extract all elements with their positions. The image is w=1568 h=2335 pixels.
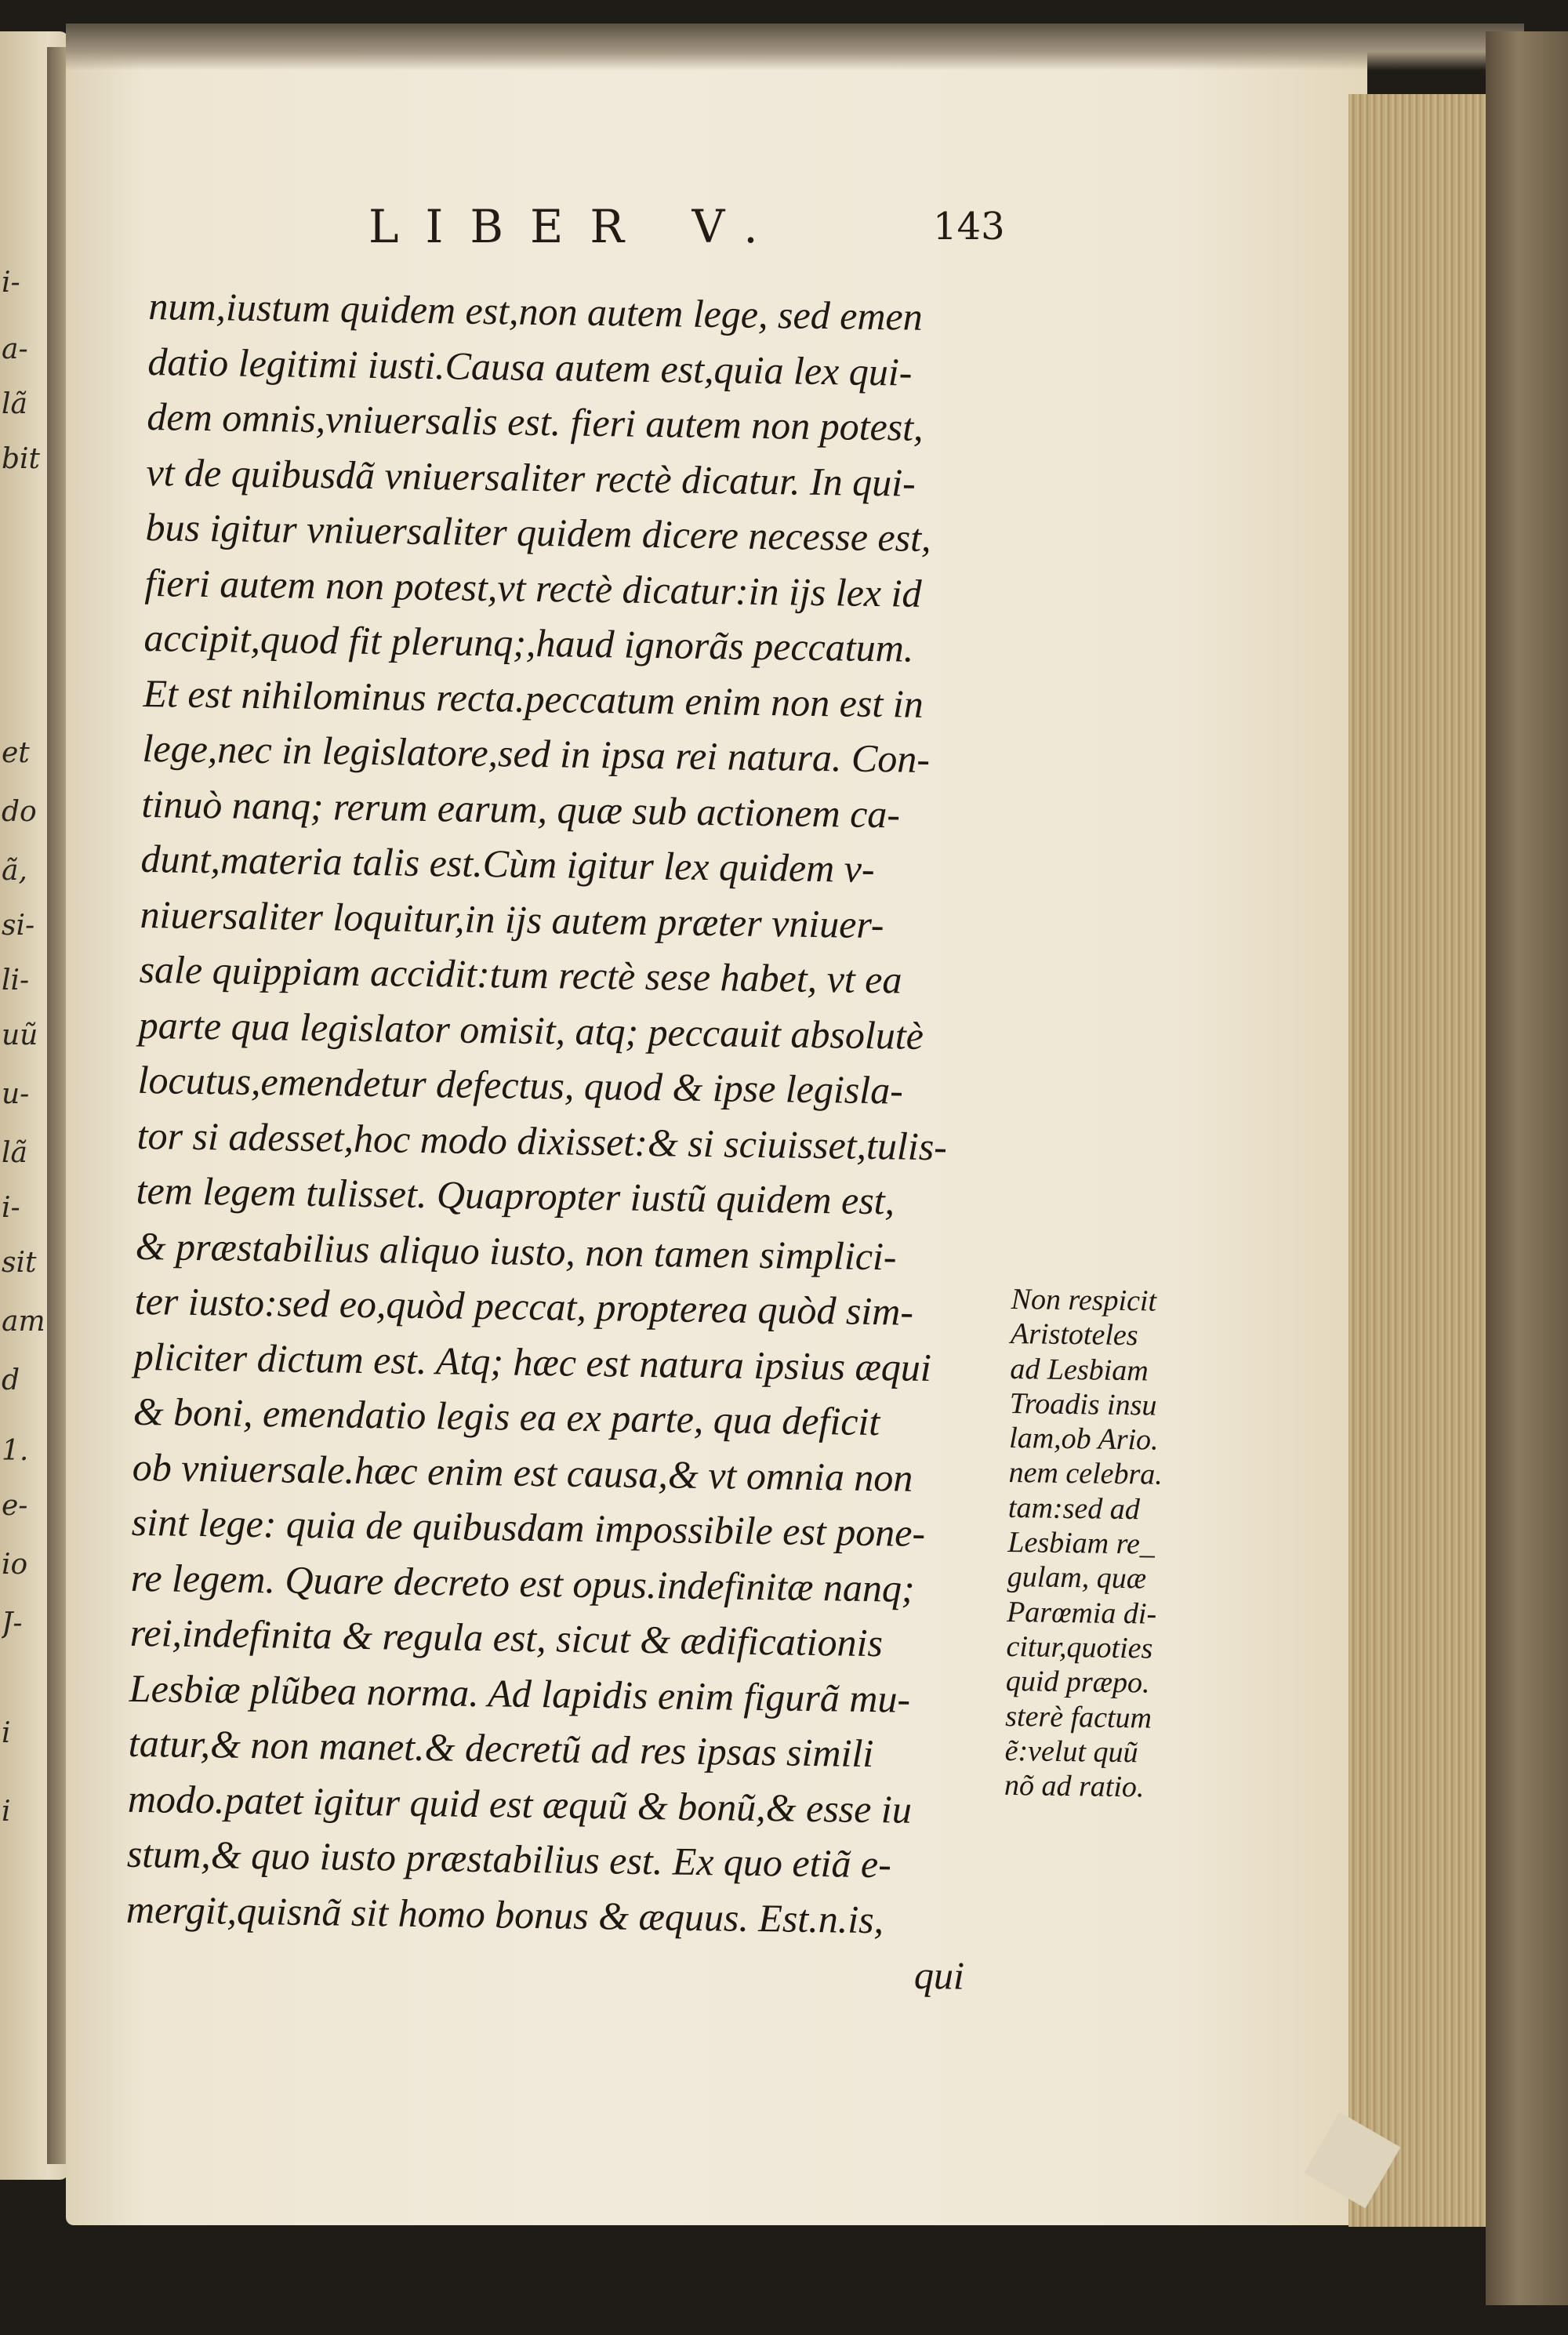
margin-note-line: Non respicit [1011, 1282, 1157, 1318]
text-line: stum,& quo iusto præstabilius est. Ex quo etiã e- [126, 1831, 892, 1887]
book-cover-edge [1486, 31, 1568, 2305]
text-line: tem legem tulisset. Quapropter iustũ quidem est, [136, 1168, 895, 1223]
text-line: dem omnis,vniuersalis est. fieri autem non potest, [147, 394, 924, 449]
margin-note-line: nem celebra. [1008, 1456, 1163, 1492]
text-line: modo.patet igitur quid est æquũ & bonũ,& esse iu [127, 1776, 913, 1832]
text-line: bus igitur vniuersaliter quidem dicere necesse est, [145, 504, 931, 560]
marginal-note [1004, 1282, 1223, 1806]
margin-note-line: nõ ad ratio. [1004, 1769, 1145, 1804]
text-line: tinuò nanq; rerum earum, quæ sub actionem ca- [141, 781, 901, 836]
left-page-fragment: ã, [2, 855, 27, 887]
margin-note-line: Lesbiam re_ [1007, 1526, 1156, 1561]
left-page-fragment: sit [2, 1247, 37, 1279]
margin-note-line: lam,ob Ario. [1008, 1422, 1159, 1457]
left-page-fragment: si- [2, 910, 35, 942]
left-page-fragment: J- [2, 1607, 23, 1640]
page-top-shadow [66, 24, 1524, 71]
left-page-fragment: i [2, 1717, 11, 1749]
text-line: ter iusto:sed eo,quòd peccat, propterea quòd sim- [134, 1278, 914, 1334]
text-line: tor si adesset,hoc modo dixisset:& si sciuisset,tulis- [136, 1113, 948, 1168]
left-page-fragment: et [2, 737, 30, 769]
margin-note-line: ẽ:velut quũ [1004, 1734, 1138, 1770]
left-page-fragment: do [2, 796, 37, 828]
text-line: & præstabilius aliquo iusto, non tamen simplici- [135, 1223, 897, 1278]
page-edges [1348, 94, 1490, 2227]
text-line: re legem. Quare decreto est opus.indefinitæ nanq; [130, 1555, 915, 1611]
text-line: rei,indefinita & regula est, sicut & ædificationis [129, 1610, 884, 1665]
text-line: num,iustum quidem est,non autem lege, sed emen [148, 283, 924, 339]
margin-note-line: citur,quoties [1006, 1629, 1153, 1665]
left-page-fragment: e- [2, 1490, 28, 1522]
text-line: niuersaliter loquitur,in ijs autem præter vniuer- [140, 892, 884, 946]
left-page-fragment: li- [2, 964, 30, 997]
text-line: & boni, emendatio legis ea ex parte, qua deficit [132, 1389, 880, 1444]
left-page-fragment: am [2, 1305, 45, 1338]
text-line: fieri autem non potest,vt rectè dicatur:in ijs lex id [144, 560, 922, 616]
page-number: 143 [933, 205, 1005, 249]
main-text-block [125, 278, 1003, 2004]
left-page-fragment: a- [2, 333, 28, 365]
left-page-fragment: uũ [2, 1019, 38, 1051]
text-line: locutus,emendetur defectus, quod & ipse legisla- [137, 1057, 904, 1113]
margin-note-line: gulam, quæ [1007, 1560, 1147, 1596]
text-line: mergit,quisnã sit homo bonus & æquus. Est.n.is, [125, 1887, 884, 1941]
left-page-fragment: bit [2, 443, 41, 475]
text-line: Et est nihilominus recta.peccatum enim non est in [143, 670, 924, 726]
text-line: Lesbiæ plũbea norma. Ad lapidis enim figurã mu- [129, 1665, 911, 1721]
left-page-fragment: i- [2, 1192, 20, 1224]
text-line: accipit,quod fit plerunq;,haud ignorãs peccatum. [143, 615, 914, 670]
margin-note-line: sterè factum [1004, 1699, 1152, 1735]
text-line: parte qua legislator omisit, atq; peccauit absolutè [138, 1002, 924, 1058]
page-header [368, 200, 1011, 263]
left-page-fragment: i [2, 1796, 11, 1828]
left-page-fragment: lã [2, 388, 27, 420]
text-line: sale quippiam accidit:tum rectè sese habet, vt ea [139, 946, 902, 1002]
left-page-fragment: lã [2, 1137, 27, 1169]
left-page-fragment: d [2, 1364, 20, 1396]
left-page-fragment: io [2, 1549, 28, 1581]
margin-note-line: quid præpo. [1005, 1665, 1150, 1700]
text-line: lege,nec in legislatore,sed in ipsa rei natura. Con- [142, 725, 931, 781]
margin-note-line: Troadis insu [1009, 1386, 1157, 1422]
left-page-fragment: u- [2, 1078, 30, 1110]
running-title: LIBER V. [368, 200, 785, 253]
margin-note-line: Aristoteles [1010, 1317, 1138, 1353]
text-line: tatur,& non manet.& decretũ ad res ipsas simili [128, 1720, 874, 1776]
text-line: dunt,materia talis est.Cùm igitur lex quidem v- [140, 836, 875, 891]
left-page-fragment: 1. [2, 1435, 29, 1467]
left-page-fragment: i- [2, 267, 20, 299]
text-line: vt de quibusdã vniuersaliter rectè dicatur. In qui- [146, 449, 916, 505]
margin-note-line: ad Lesbiam [1010, 1352, 1149, 1388]
margin-note-line: tam:sed ad [1007, 1491, 1141, 1527]
catchword: qui [913, 1952, 965, 1998]
text-line: pliciter dictum est. Atq; hæc est natura ipsius æqui [133, 1334, 932, 1389]
text-line: ob vniuersale.hæc enim est causa,& vt omnia non [132, 1444, 913, 1500]
text-line: sint lege: quia de quibusdam impossibile est pone- [131, 1499, 926, 1555]
margin-note-line: Parœmia di- [1006, 1595, 1157, 1631]
text-line: datio legitimi iusti.Causa autem est,quia lex qui- [147, 339, 913, 394]
